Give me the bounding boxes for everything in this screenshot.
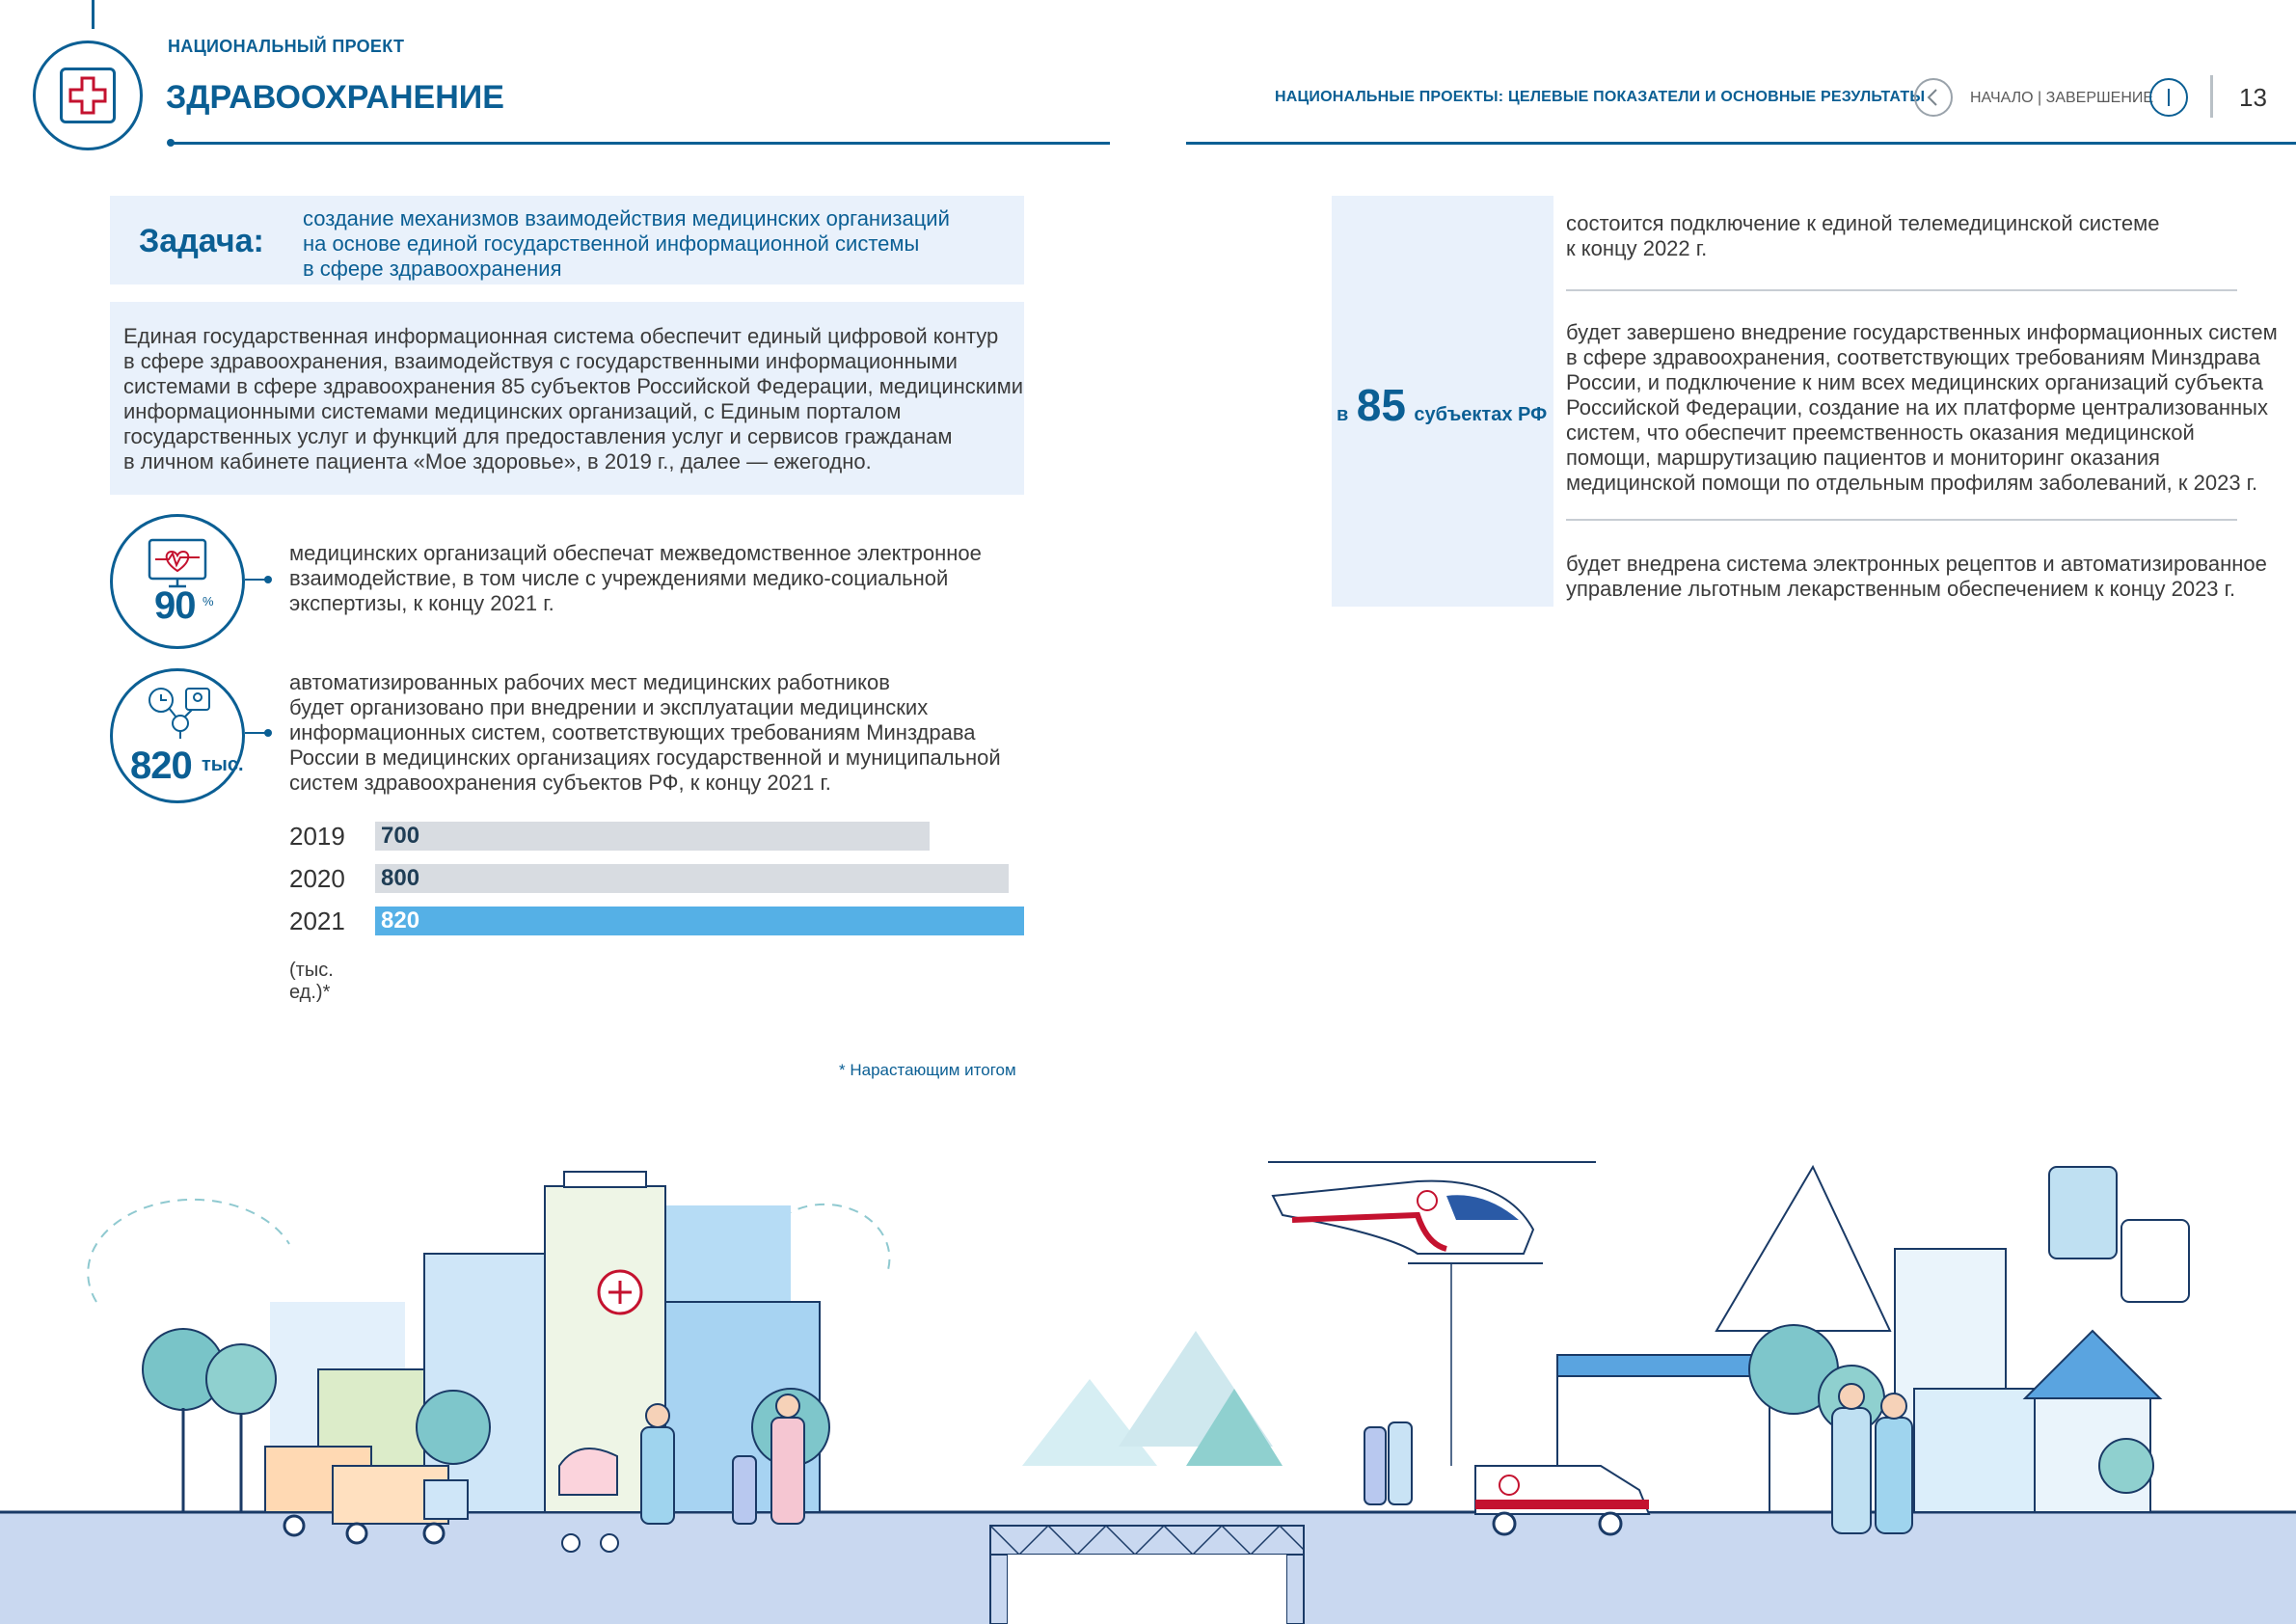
task-line: в сфере здравоохранения bbox=[303, 257, 562, 281]
intro-panel bbox=[110, 302, 1024, 495]
metric2-value: 820 bbox=[130, 744, 192, 787]
bar-year-label: 2021 bbox=[289, 907, 345, 935]
medicine-bottle-icon bbox=[2049, 1167, 2117, 1259]
bar-2020 bbox=[375, 864, 1009, 893]
doctor bbox=[1389, 1422, 1412, 1504]
regions-item-3 bbox=[1566, 552, 2267, 602]
nav-text[interactable]: НАЧАЛО | ЗАВЕРШЕНИЕ bbox=[1970, 90, 2154, 106]
regions-label bbox=[1337, 379, 1547, 431]
doctor bbox=[1876, 1418, 1912, 1533]
end-bar-icon bbox=[2168, 89, 2170, 106]
intro-line: в сфере здравоохранения, взаимодействуя с государственными информационными bbox=[123, 349, 958, 373]
task-label: Задача: bbox=[139, 223, 264, 259]
regions-item-line: в сфере здравоохранения, соответствующих требованиям Минздрава bbox=[1566, 345, 2260, 369]
end-button[interactable] bbox=[2149, 78, 2188, 117]
project-emblem bbox=[33, 41, 143, 150]
header-line-right bbox=[1186, 142, 2296, 145]
header-vertical-line bbox=[92, 0, 95, 29]
metric2-line: России в медицинских организациях государственной и муниципальной bbox=[289, 745, 1001, 770]
task-panel bbox=[110, 196, 1024, 284]
footnote: * Нарастающим итогом bbox=[839, 1061, 1016, 1079]
regions-item-line: будет внедрена система электронных рецептов и автоматизированное bbox=[1566, 552, 2267, 576]
metric2-line: систем здравоохранения субъектов РФ, к концу 2021 г. bbox=[289, 771, 831, 795]
person bbox=[641, 1427, 674, 1524]
metric2-circle bbox=[110, 668, 245, 803]
metric1-line: взаимодействие, в том числе с учреждениями медико-социальной bbox=[289, 566, 949, 590]
helicopter-icon bbox=[1268, 1162, 1596, 1466]
metric2-line: информационных систем, соответствующих требованиям Минздрава bbox=[289, 720, 976, 744]
building bbox=[1914, 1389, 2054, 1512]
regions-item-line: к концу 2022 г. bbox=[1566, 236, 1708, 260]
regions-prefix: в bbox=[1337, 404, 1349, 425]
regions-item-line: Российской Федерации, создание на их платформе централизованных bbox=[1566, 395, 2268, 420]
tree bbox=[206, 1344, 276, 1414]
metric1-text bbox=[289, 541, 982, 616]
metric1-circle bbox=[110, 514, 245, 649]
metric1-unit: % bbox=[203, 594, 214, 609]
task-line: создание механизмов взаимодействия медицинских организаций bbox=[303, 206, 950, 230]
pill-pack-icon bbox=[2121, 1220, 2189, 1302]
bar-value-label: 820 bbox=[381, 907, 420, 934]
regions-item-2 bbox=[1566, 320, 2278, 496]
task-line: на основе единой государственной информационной системы bbox=[303, 231, 920, 256]
bar-value-label: 800 bbox=[381, 865, 420, 891]
intro-line: системами в сфере здравоохранения 85 субъектов Российской Федерации, медицинскими bbox=[123, 374, 1024, 398]
metric2-connector bbox=[245, 732, 268, 734]
person bbox=[733, 1456, 756, 1524]
regions-number: 85 bbox=[1356, 380, 1406, 430]
bar-2021 bbox=[375, 907, 1024, 935]
regions-item-line: систем, что обеспечит преемственность оказания медицинской bbox=[1566, 420, 2195, 445]
stroller bbox=[559, 1448, 617, 1495]
regions-item-line: будет завершено внедрение государственных информационных систем bbox=[1566, 320, 2278, 344]
regions-item-line: состоится подключение к единой телемедицинской системе bbox=[1566, 211, 2160, 235]
intro-line: информационными системами медицинских организаций, с Единым порталом bbox=[123, 399, 902, 423]
regions-item-1 bbox=[1566, 211, 2159, 261]
metric1-line: экспертизы, к концу 2021 г. bbox=[289, 591, 554, 615]
regions-item-line: управление льготным лекарственным обеспечением к концу 2023 г. bbox=[1566, 577, 2236, 601]
regions-panel bbox=[1332, 196, 1553, 607]
chart-unit-label: (тыс. ед.)* bbox=[289, 960, 334, 1003]
task-text bbox=[303, 206, 950, 282]
header-line-left bbox=[170, 142, 1110, 145]
metric2-unit: тыс. bbox=[202, 754, 244, 775]
metric2-line: будет организовано при внедрении и эксплуатации медицинских bbox=[289, 695, 929, 719]
doctor bbox=[1832, 1408, 1871, 1533]
intro-line: государственных услуг и функций для предоставления услуг и сервисов гражданам bbox=[123, 424, 953, 448]
regions-item-line: России, и подключение к ним всех медицинских организаций субъекта bbox=[1566, 370, 2263, 394]
regions-suffix: субъектах РФ bbox=[1414, 404, 1548, 425]
house-roof bbox=[2025, 1331, 2160, 1398]
back-button[interactable] bbox=[1914, 78, 1953, 117]
page-number: 13 bbox=[2239, 83, 2267, 112]
metric2-text bbox=[289, 670, 1001, 796]
project-title: ЗДРАВООХРАНЕНИЕ bbox=[166, 79, 504, 116]
regions-separator bbox=[1566, 289, 2237, 291]
metric1-line: медицинских организаций обеспечат межведомственное электронное bbox=[289, 541, 982, 565]
bar-year-label: 2019 bbox=[289, 822, 345, 851]
metric1-value: 90 bbox=[154, 584, 196, 627]
intro-line: Единая государственная информационная система обеспечит единый цифровой контур bbox=[123, 324, 999, 348]
tree bbox=[2099, 1439, 2153, 1493]
doctor bbox=[1364, 1427, 1386, 1504]
section-title: НАЦИОНАЛЬНЫЕ ПРОЕКТЫ: ЦЕЛЕВЫЕ ПОКАЗАТЕЛИ И ОСНОВНЫЕ РЕЗУЛЬТАТЫ bbox=[1275, 89, 1926, 105]
mountain bbox=[1716, 1167, 1890, 1331]
metric1-connector bbox=[245, 579, 268, 581]
regions-item-line: медицинской помощи по отдельным профилям заболеваний, к 2023 г. bbox=[1566, 471, 2258, 495]
cloud-arc bbox=[88, 1200, 289, 1302]
hospital-roof bbox=[564, 1172, 646, 1187]
tree bbox=[417, 1391, 490, 1464]
regions-item-line: помощи, маршрутизацию пациентов и мониторинг оказания bbox=[1566, 446, 2160, 470]
chevron-left-icon bbox=[1916, 80, 1951, 115]
bar-2019 bbox=[375, 822, 930, 851]
regions-separator bbox=[1566, 519, 2237, 521]
project-label: НАЦИОНАЛЬНЫЙ ПРОЕКТ bbox=[168, 37, 405, 56]
intro-line: в личном кабинете пациента «Мое здоровье», в 2019 г., далее — ежегодно. bbox=[123, 449, 872, 474]
city-illustration bbox=[0, 1138, 2296, 1624]
medical-cross-icon bbox=[60, 68, 116, 123]
bar-value-label: 700 bbox=[381, 823, 420, 849]
page-divider bbox=[2210, 75, 2213, 118]
metric2-line: автоматизированных рабочих мест медицинских работников bbox=[289, 670, 890, 694]
intro-text bbox=[123, 324, 1023, 474]
person bbox=[771, 1418, 804, 1524]
bar-year-label: 2020 bbox=[289, 864, 345, 893]
